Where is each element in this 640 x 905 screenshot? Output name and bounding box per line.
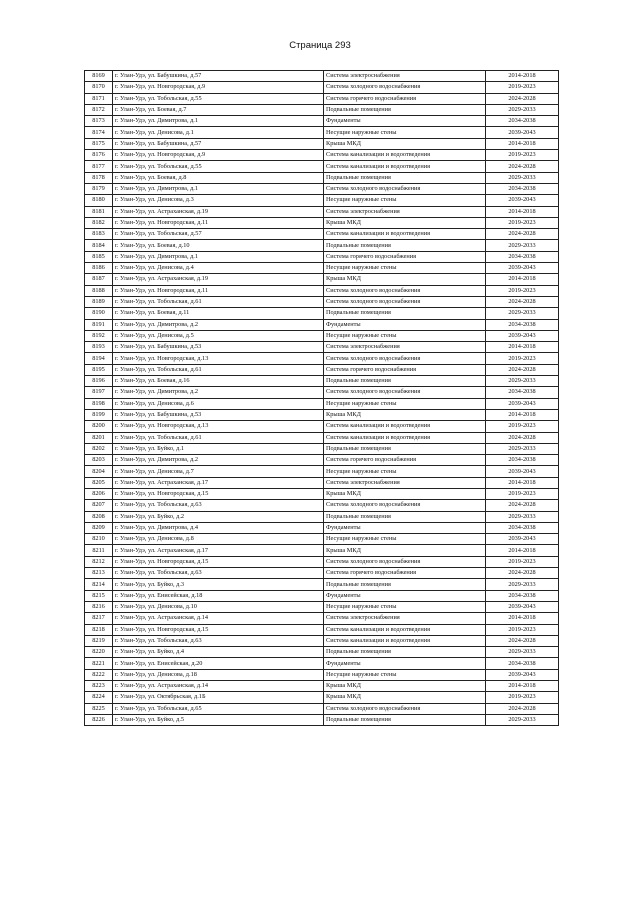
row-number: 8201 [85, 432, 113, 443]
row-number: 8198 [85, 398, 113, 409]
row-system: Подвальные помещения [324, 511, 486, 522]
row-number: 8211 [85, 545, 113, 556]
row-address: г. Улан-Удэ, ул. Буйко, д.1 [113, 443, 324, 454]
table-row [85, 251, 559, 262]
row-address: г. Улан-Удэ, ул. Бабушкина, д.53 [113, 342, 324, 353]
row-number: 8206 [85, 488, 113, 499]
table-row [85, 330, 559, 341]
table-row [85, 263, 559, 274]
row-system: Система канализации и водоотведения [324, 624, 486, 635]
row-years: 2029-2033 [486, 240, 559, 251]
row-number: 8178 [85, 172, 113, 183]
row-system: Крыша МКД [324, 217, 486, 228]
row-number: 8180 [85, 195, 113, 206]
row-number: 8205 [85, 477, 113, 488]
table-row [85, 500, 559, 511]
row-years: 2019-2023 [486, 421, 559, 432]
row-years: 2019-2023 [486, 556, 559, 567]
row-years: 2014-2018 [486, 206, 559, 217]
row-system: Система электроснабжения [324, 477, 486, 488]
row-system: Несущие наружные стены [324, 466, 486, 477]
row-number: 8207 [85, 500, 113, 511]
row-system: Подвальные помещения [324, 172, 486, 183]
table-row [85, 545, 559, 556]
table-row [85, 455, 559, 466]
row-address: г. Улан-Удэ, ул. Астраханская, д.17 [113, 545, 324, 556]
table-row [85, 296, 559, 307]
row-number: 8193 [85, 342, 113, 353]
table-row [85, 590, 559, 601]
row-system: Система канализации и водоотведения [324, 635, 486, 646]
row-years: 2014-2018 [486, 681, 559, 692]
row-address: г. Улан-Удэ, ул. Денисова, д.4 [113, 263, 324, 274]
row-system: Система электроснабжения [324, 613, 486, 624]
row-address: г. Улан-Удэ, ул. Тобольская, д.63 [113, 500, 324, 511]
row-number: 8172 [85, 104, 113, 115]
row-address: г. Улан-Удэ, ул. Новгородская, д.9 [113, 150, 324, 161]
row-address: г. Улан-Удэ, ул. Денисова, д.5 [113, 330, 324, 341]
row-system: Подвальные помещения [324, 579, 486, 590]
row-address: г. Улан-Удэ, ул. Димитрова, д.2 [113, 387, 324, 398]
row-years: 2039-2043 [486, 195, 559, 206]
row-years: 2039-2043 [486, 466, 559, 477]
table-row [85, 398, 559, 409]
row-system: Система канализации и водоотведения [324, 432, 486, 443]
table-row [85, 217, 559, 228]
row-number: 8218 [85, 624, 113, 635]
row-address: г. Улан-Удэ, ул. Астраханская, д.14 [113, 681, 324, 692]
row-address: г. Улан-Удэ, ул. Тобольская, д.65 [113, 703, 324, 714]
row-number: 8191 [85, 319, 113, 330]
row-number: 8194 [85, 353, 113, 364]
row-system: Крыша МКД [324, 545, 486, 556]
row-number: 8187 [85, 274, 113, 285]
table-row [85, 71, 559, 82]
row-years: 2034-2038 [486, 319, 559, 330]
row-number: 8181 [85, 206, 113, 217]
row-address: г. Улан-Удэ, ул. Тобольская, д.63 [113, 568, 324, 579]
table-row [85, 353, 559, 364]
row-years: 2034-2038 [486, 590, 559, 601]
row-system: Система холодного водоснабжения [324, 353, 486, 364]
row-years: 2029-2033 [486, 376, 559, 387]
row-system: Подвальные помещения [324, 376, 486, 387]
table-row [85, 376, 559, 387]
row-years: 2034-2038 [486, 387, 559, 398]
table-row [85, 522, 559, 533]
table-row [85, 432, 559, 443]
row-address: г. Улан-Удэ, ул. Тобольская, д.61 [113, 296, 324, 307]
row-system: Фундаменты [324, 116, 486, 127]
table-row [85, 658, 559, 669]
row-address: г. Улан-Удэ, ул. Астраханская, д.14 [113, 613, 324, 624]
row-address: г. Улан-Удэ, ул. Буйко, д.4 [113, 647, 324, 658]
row-system: Система холодного водоснабжения [324, 285, 486, 296]
row-address: г. Улан-Удэ, ул. Тобольская, д.61 [113, 364, 324, 375]
row-number: 8221 [85, 658, 113, 669]
table-row [85, 669, 559, 680]
row-number: 8189 [85, 296, 113, 307]
row-years: 2019-2023 [486, 353, 559, 364]
row-number: 8223 [85, 681, 113, 692]
row-number: 8197 [85, 387, 113, 398]
row-number: 8169 [85, 71, 113, 82]
row-years: 2019-2023 [486, 285, 559, 296]
row-system: Крыша МКД [324, 681, 486, 692]
row-years: 2029-2033 [486, 511, 559, 522]
table-row [85, 150, 559, 161]
row-years: 2029-2033 [486, 172, 559, 183]
row-years: 2024-2028 [486, 161, 559, 172]
row-years: 2024-2028 [486, 432, 559, 443]
row-years: 2039-2043 [486, 601, 559, 612]
row-system: Система холодного водоснабжения [324, 183, 486, 194]
row-address: г. Улан-Удэ, ул. Буйко, д.5 [113, 714, 324, 725]
row-years: 2034-2038 [486, 522, 559, 533]
row-years: 2034-2038 [486, 251, 559, 262]
row-years: 2029-2033 [486, 104, 559, 115]
row-years: 2014-2018 [486, 477, 559, 488]
row-system: Фундаменты [324, 590, 486, 601]
row-years: 2024-2028 [486, 635, 559, 646]
row-number: 8185 [85, 251, 113, 262]
row-system: Система холодного водоснабжения [324, 387, 486, 398]
row-number: 8202 [85, 443, 113, 454]
row-number: 8208 [85, 511, 113, 522]
row-system: Система канализации и водоотведения [324, 229, 486, 240]
row-years: 2034-2038 [486, 116, 559, 127]
row-system: Система горячего водоснабжения [324, 93, 486, 104]
row-number: 8222 [85, 669, 113, 680]
table-row [85, 556, 559, 567]
row-address: г. Улан-Удэ, ул. Бабушкина, д.57 [113, 138, 324, 149]
row-number: 8226 [85, 714, 113, 725]
row-years: 2039-2043 [486, 534, 559, 545]
row-number: 8225 [85, 703, 113, 714]
row-number: 8209 [85, 522, 113, 533]
row-system: Фундаменты [324, 319, 486, 330]
row-years: 2039-2043 [486, 127, 559, 138]
table-row [85, 240, 559, 251]
row-address: г. Улан-Удэ, ул. Астраханская, д.17 [113, 477, 324, 488]
row-number: 8186 [85, 263, 113, 274]
row-system: Фундаменты [324, 522, 486, 533]
row-address: г. Улан-Удэ, ул. Димитрова, д.1 [113, 116, 324, 127]
row-number: 8224 [85, 692, 113, 703]
row-system: Подвальные помещения [324, 308, 486, 319]
row-years: 2029-2033 [486, 714, 559, 725]
row-system: Фундаменты [324, 658, 486, 669]
table-row [85, 93, 559, 104]
row-address: г. Улан-Удэ, ул. Димитрова, д.1 [113, 183, 324, 194]
row-number: 8174 [85, 127, 113, 138]
row-system: Крыша МКД [324, 274, 486, 285]
row-address: г. Улан-Удэ, ул. Боевая, д.16 [113, 376, 324, 387]
row-system: Система горячего водоснабжения [324, 251, 486, 262]
table-row [85, 319, 559, 330]
row-address: г. Улан-Удэ, ул. Боевая, д.7 [113, 104, 324, 115]
table-row [85, 568, 559, 579]
row-years: 2019-2023 [486, 488, 559, 499]
table-row [85, 534, 559, 545]
row-system: Крыша МКД [324, 692, 486, 703]
row-address: г. Улан-Удэ, ул. Боевая, д.11 [113, 308, 324, 319]
row-number: 8179 [85, 183, 113, 194]
row-years: 2039-2043 [486, 263, 559, 274]
row-system: Несущие наружные стены [324, 669, 486, 680]
row-address: г. Улан-Удэ, ул. Тобольская, д.55 [113, 161, 324, 172]
row-number: 8217 [85, 613, 113, 624]
row-years: 2034-2038 [486, 455, 559, 466]
row-years: 2039-2043 [486, 398, 559, 409]
row-address: г. Улан-Удэ, ул. Астраханская, д.19 [113, 206, 324, 217]
row-system: Крыша МКД [324, 138, 486, 149]
row-number: 8188 [85, 285, 113, 296]
table-body [85, 71, 559, 726]
row-number: 8195 [85, 364, 113, 375]
row-system: Крыша МКД [324, 488, 486, 499]
row-system: Система холодного водоснабжения [324, 556, 486, 567]
row-system: Подвальные помещения [324, 443, 486, 454]
row-years: 2034-2038 [486, 183, 559, 194]
row-number: 8212 [85, 556, 113, 567]
row-number: 8220 [85, 647, 113, 658]
row-years: 2014-2018 [486, 274, 559, 285]
row-years: 2019-2023 [486, 217, 559, 228]
row-system: Система холодного водоснабжения [324, 82, 486, 93]
row-system: Система холодного водоснабжения [324, 703, 486, 714]
row-number: 8219 [85, 635, 113, 646]
table-row [85, 161, 559, 172]
table-row [85, 127, 559, 138]
row-system: Система канализации и водоотведения [324, 150, 486, 161]
row-number: 8215 [85, 590, 113, 601]
row-address: г. Улан-Удэ, ул. Бабушкина, д.57 [113, 71, 324, 82]
row-years: 2014-2018 [486, 409, 559, 420]
row-system: Подвальные помещения [324, 647, 486, 658]
row-number: 8199 [85, 409, 113, 420]
table-row [85, 466, 559, 477]
row-address: г. Улан-Удэ, ул. Буйко, д.2 [113, 511, 324, 522]
table-row [85, 387, 559, 398]
row-number: 8216 [85, 601, 113, 612]
row-system: Система канализации и водоотведения [324, 161, 486, 172]
row-address: г. Улан-Удэ, ул. Буйко, д.3 [113, 579, 324, 590]
row-address: г. Улан-Удэ, ул. Енисейская, д.20 [113, 658, 324, 669]
table-row [85, 647, 559, 658]
row-years: 2024-2028 [486, 568, 559, 579]
row-number: 8213 [85, 568, 113, 579]
row-years: 2024-2028 [486, 703, 559, 714]
row-years: 2029-2033 [486, 647, 559, 658]
row-address: г. Улан-Удэ, ул. Бабушкина, д.53 [113, 409, 324, 420]
table-row [85, 488, 559, 499]
row-address: г. Улан-Удэ, ул. Боевая, д.10 [113, 240, 324, 251]
row-address: г. Улан-Удэ, ул. Денисова, д.8 [113, 534, 324, 545]
row-address: г. Улан-Удэ, ул. Новгородская, д.15 [113, 488, 324, 499]
row-years: 2019-2023 [486, 624, 559, 635]
table-row [85, 364, 559, 375]
row-system: Несущие наружные стены [324, 263, 486, 274]
row-number: 8200 [85, 421, 113, 432]
page-header: Страница 293 [289, 40, 351, 51]
row-system: Система электроснабжения [324, 206, 486, 217]
row-address: г. Улан-Удэ, ул. Димитрова, д.2 [113, 319, 324, 330]
row-address: г. Улан-Удэ, ул. Новгородская, д.15 [113, 624, 324, 635]
table-row [85, 183, 559, 194]
row-system: Система холодного водоснабжения [324, 500, 486, 511]
row-years: 2014-2018 [486, 613, 559, 624]
row-number: 8210 [85, 534, 113, 545]
row-system: Система горячего водоснабжения [324, 568, 486, 579]
row-years: 2014-2018 [486, 342, 559, 353]
row-system: Система канализации и водоотведения [324, 421, 486, 432]
row-years: 2019-2023 [486, 150, 559, 161]
row-years: 2039-2043 [486, 669, 559, 680]
table-row [85, 104, 559, 115]
row-address: г. Улан-Удэ, ул. Димитрова, д.4 [113, 522, 324, 533]
row-address: г. Улан-Удэ, ул. Новгородская, д.11 [113, 285, 324, 296]
table-row [85, 714, 559, 725]
row-address: г. Улан-Удэ, ул. Новгородская, д.13 [113, 353, 324, 364]
row-address: г. Улан-Удэ, ул. Боевая, д.8 [113, 172, 324, 183]
row-years: 2024-2028 [486, 229, 559, 240]
row-address: г. Улан-Удэ, ул. Енисейская, д.18 [113, 590, 324, 601]
table-row [85, 635, 559, 646]
table-row [85, 681, 559, 692]
table-row [85, 624, 559, 635]
row-system: Несущие наружные стены [324, 601, 486, 612]
row-number: 8214 [85, 579, 113, 590]
row-address: г. Улан-Удэ, ул. Тобольская, д.57 [113, 229, 324, 240]
row-number: 8196 [85, 376, 113, 387]
table-row [85, 195, 559, 206]
table-row [85, 308, 559, 319]
row-address: г. Улан-Удэ, ул. Астраханская, д.19 [113, 274, 324, 285]
row-years: 2029-2033 [486, 308, 559, 319]
row-address: г. Улан-Удэ, ул. Новгородская, д.13 [113, 421, 324, 432]
row-address: г. Улан-Удэ, ул. Димитрова, д.1 [113, 251, 324, 262]
table-row [85, 703, 559, 714]
row-address: г. Улан-Удэ, ул. Новгородская, д.15 [113, 556, 324, 567]
table-row [85, 116, 559, 127]
row-number: 8184 [85, 240, 113, 251]
row-number: 8177 [85, 161, 113, 172]
row-system: Система электроснабжения [324, 71, 486, 82]
table-row [85, 613, 559, 624]
table-row [85, 342, 559, 353]
row-address: г. Улан-Удэ, ул. Октябрьская, д.1Б [113, 692, 324, 703]
row-number: 8175 [85, 138, 113, 149]
row-system: Система холодного водоснабжения [324, 296, 486, 307]
row-years: 2019-2023 [486, 692, 559, 703]
row-address: г. Улан-Удэ, ул. Денисова, д.10 [113, 601, 324, 612]
row-system: Система горячего водоснабжения [324, 364, 486, 375]
row-address: г. Улан-Удэ, ул. Денисова, д.6 [113, 398, 324, 409]
table-row [85, 229, 559, 240]
row-number: 8171 [85, 93, 113, 104]
row-system: Несущие наружные стены [324, 398, 486, 409]
row-system: Подвальные помещения [324, 714, 486, 725]
row-system: Несущие наружные стены [324, 195, 486, 206]
row-system: Несущие наружные стены [324, 127, 486, 138]
row-number: 8170 [85, 82, 113, 93]
row-number: 8173 [85, 116, 113, 127]
table-row [85, 421, 559, 432]
row-years: 2024-2028 [486, 500, 559, 511]
row-years: 2024-2028 [486, 296, 559, 307]
repair-schedule-table [84, 70, 559, 726]
table-row [85, 511, 559, 522]
row-years: 2029-2033 [486, 443, 559, 454]
row-system: Подвальные помещения [324, 240, 486, 251]
table-row [85, 692, 559, 703]
row-years: 2014-2018 [486, 545, 559, 556]
table-row [85, 138, 559, 149]
row-address: г. Улан-Удэ, ул. Тобольская, д.61 [113, 432, 324, 443]
row-system: Несущие наружные стены [324, 534, 486, 545]
row-years: 2034-2038 [486, 658, 559, 669]
row-years: 2029-2033 [486, 579, 559, 590]
row-number: 8176 [85, 150, 113, 161]
row-address: г. Улан-Удэ, ул. Денисова, д.1 [113, 127, 324, 138]
table-row [85, 409, 559, 420]
row-address: г. Улан-Удэ, ул. Димитрова, д.2 [113, 455, 324, 466]
row-system: Система электроснабжения [324, 342, 486, 353]
row-number: 8190 [85, 308, 113, 319]
table-row [85, 477, 559, 488]
table-row [85, 443, 559, 454]
row-years: 2014-2018 [486, 138, 559, 149]
row-address: г. Улан-Удэ, ул. Денисова, д.7 [113, 466, 324, 477]
row-address: г. Улан-Удэ, ул. Новгородская, д.11 [113, 217, 324, 228]
row-years: 2019-2023 [486, 82, 559, 93]
row-address: г. Улан-Удэ, ул. Новгородская, д.9 [113, 82, 324, 93]
row-system: Несущие наружные стены [324, 330, 486, 341]
row-address: г. Улан-Удэ, ул. Денисова, д.18 [113, 669, 324, 680]
row-years: 2014-2018 [486, 71, 559, 82]
row-number: 8182 [85, 217, 113, 228]
row-number: 8192 [85, 330, 113, 341]
row-address: г. Улан-Удэ, ул. Тобольская, д.63 [113, 635, 324, 646]
row-system: Подвальные помещения [324, 104, 486, 115]
row-system: Система горячего водоснабжения [324, 455, 486, 466]
row-number: 8203 [85, 455, 113, 466]
table-row [85, 285, 559, 296]
row-years: 2024-2028 [486, 93, 559, 104]
row-system: Крыша МКД [324, 409, 486, 420]
row-number: 8204 [85, 466, 113, 477]
table-row [85, 274, 559, 285]
table-row [85, 601, 559, 612]
table-row [85, 206, 559, 217]
table-row [85, 579, 559, 590]
row-number: 8183 [85, 229, 113, 240]
table-row [85, 82, 559, 93]
row-years: 2024-2028 [486, 364, 559, 375]
row-years: 2039-2043 [486, 330, 559, 341]
table-row [85, 172, 559, 183]
row-address: г. Улан-Удэ, ул. Тобольская, д.55 [113, 93, 324, 104]
row-address: г. Улан-Удэ, ул. Денисова, д.3 [113, 195, 324, 206]
